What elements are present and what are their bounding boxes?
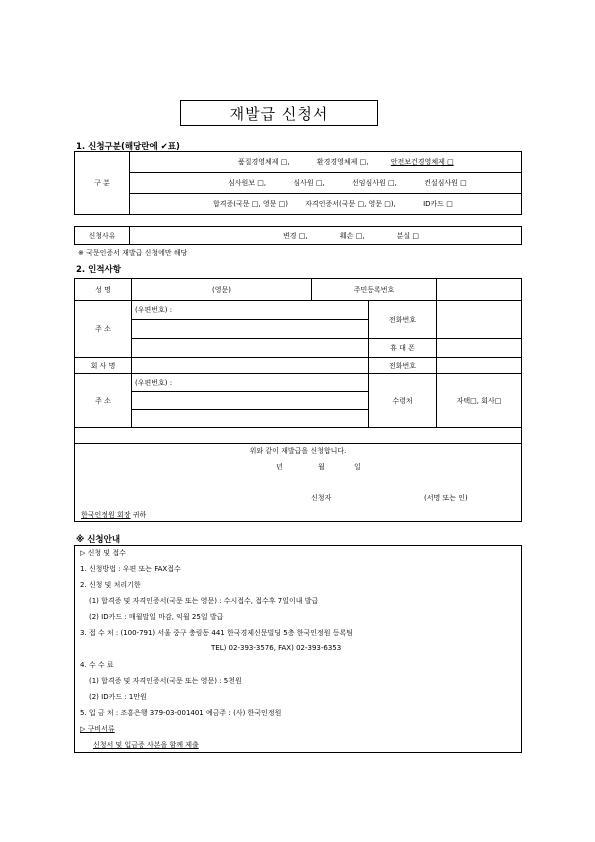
recipient-org: 한국인정원 회장 (81, 511, 131, 519)
company-address-line-2[interactable] (132, 392, 369, 410)
home-postal-field[interactable] (132, 301, 369, 320)
name-field[interactable] (132, 279, 312, 301)
option-pass-certificate[interactable]: 합격증(국문 □, 영문 □) (213, 200, 288, 208)
company-phone-field[interactable] (437, 358, 522, 374)
english-name-label: (영문) (212, 285, 231, 294)
guide-line-fee-2: (2) ID카드 : 1만원 (89, 693, 147, 701)
form-title: 재발급 신청서 (180, 100, 378, 126)
declaration-box (74, 443, 522, 522)
date-day: 일 (354, 463, 361, 471)
rrn-label: 주민등록번호 (312, 279, 437, 301)
guide-line-office: 3. 접 수 처 : (100-791) 서울 중구 충림동 441 한국경제신문빌딩 5층 한국인정원 등록팀 (80, 629, 354, 637)
guide-line-documents-detail: 신청서 및 입금증 사본을 함께 제출 (93, 741, 199, 749)
option-safety-system[interactable]: 안전보건경영체제 □ (390, 158, 454, 166)
recipient (81, 510, 146, 520)
mobile-label: 휴 대 폰 (369, 339, 437, 358)
guide-line-submission: ▷ 신청 및 접수 (80, 549, 126, 557)
option-qualification-certificate[interactable]: 자격인증서(국문 □, 영문 □), (305, 200, 396, 208)
company-postal-label: (우편번호) : (135, 378, 173, 387)
guide-line-payment: 5. 입 금 처 : 조흥은행 379-03-001401 예금주 : (사) 한국인정원 (80, 709, 282, 717)
phone-field[interactable] (437, 301, 522, 339)
guide-line-contact: TEL) 02-393-3576, FAX) 02-393-6353 (211, 644, 342, 652)
home-address-line-3[interactable] (132, 339, 369, 358)
option-quality-system[interactable]: 품질경영체제 □, (238, 158, 290, 166)
reason-table (74, 226, 522, 245)
guide-line-fee: 4. 수 수 료 (80, 661, 114, 669)
company-postal-field[interactable] (132, 374, 369, 392)
mobile-field[interactable] (437, 339, 522, 358)
recipient-suffix: 귀하 (130, 511, 147, 519)
phone-label: 전화번호 (369, 301, 437, 339)
guide-line-method: 1. 신청방법 : 우편 또는 FAX접수 (80, 565, 181, 573)
reason-lost[interactable]: 분실 □ (396, 231, 420, 240)
receive-label: 수령처 (369, 374, 437, 428)
reason-note: ※ 국문인증서 재발급 신청에만 해당 (78, 249, 188, 257)
company-field[interactable] (132, 358, 369, 374)
option-id-card[interactable]: ID카드 □ (423, 200, 453, 208)
company-phone-label: 전화번호 (369, 358, 437, 374)
personal-info-table (74, 278, 522, 428)
guide-line-deadline-2: (2) ID카드 : 매월말일 마감, 익월 25일 발급 (89, 613, 224, 621)
reason-label: 신청사유 (75, 227, 130, 245)
option-auditor[interactable]: 심사원 □, (293, 179, 325, 187)
guide-box (74, 545, 522, 753)
section2-heading: 2. 인적사항 (76, 265, 121, 275)
guide-line-fee-1: (1) 합격증 및 자격인증서(국문 또는 영문) : 5천원 (89, 677, 242, 685)
type-row-1 (130, 152, 522, 173)
option-consulting-auditor[interactable]: 컨설심사원 □ (424, 179, 467, 187)
company-address-label: 주 소 (75, 374, 132, 428)
type-label: 구 분 (75, 152, 130, 215)
home-address-line-2[interactable] (132, 320, 369, 339)
application-type-table (74, 151, 522, 215)
name-label: 성 명 (75, 279, 132, 301)
guide-line-deadline: 2. 신청 및 처리기한 (80, 581, 141, 589)
blank-row (74, 428, 522, 444)
receive-options[interactable]: 자택□, 회사□ (437, 374, 522, 428)
date-month: 월 (318, 463, 325, 471)
declaration-text: 위와 같이 재발급을 신청합니다. (249, 447, 347, 455)
company-label: 회 사 명 (75, 358, 132, 374)
reason-damaged[interactable]: 훼손 □, (339, 231, 365, 240)
type-row-2 (130, 173, 522, 194)
applicant-label: 신청자 (311, 494, 332, 502)
rrn-field[interactable] (437, 279, 522, 301)
option-environment-system[interactable]: 환경경영체제 □, (316, 158, 369, 166)
guide-line-deadline-1: (1) 합격증 및 자격인증서(국문 또는 영문) : 수시접수, 접수후 7일이내 발급 (89, 597, 319, 605)
option-lead-auditor[interactable]: 선임심사원 □, (351, 179, 397, 187)
option-associate-auditor[interactable]: 심사원보 □, (228, 179, 267, 187)
reason-change[interactable]: 변경 □, (283, 231, 308, 240)
guide-heading: ※ 신청안내 (76, 535, 121, 545)
guide-line-documents: ▷ 구비서류 (80, 725, 115, 733)
section1-heading: 1. 신청구분(해당란에 ✔표) (76, 142, 180, 152)
date-year: 년 (276, 463, 283, 471)
company-address-line-3[interactable] (132, 410, 369, 428)
sign-label: (서명 또는 인) (424, 494, 468, 502)
home-postal-label: (우편번호) : (135, 306, 173, 314)
type-row-3 (130, 194, 522, 215)
home-address-label: 주 소 (75, 301, 132, 358)
